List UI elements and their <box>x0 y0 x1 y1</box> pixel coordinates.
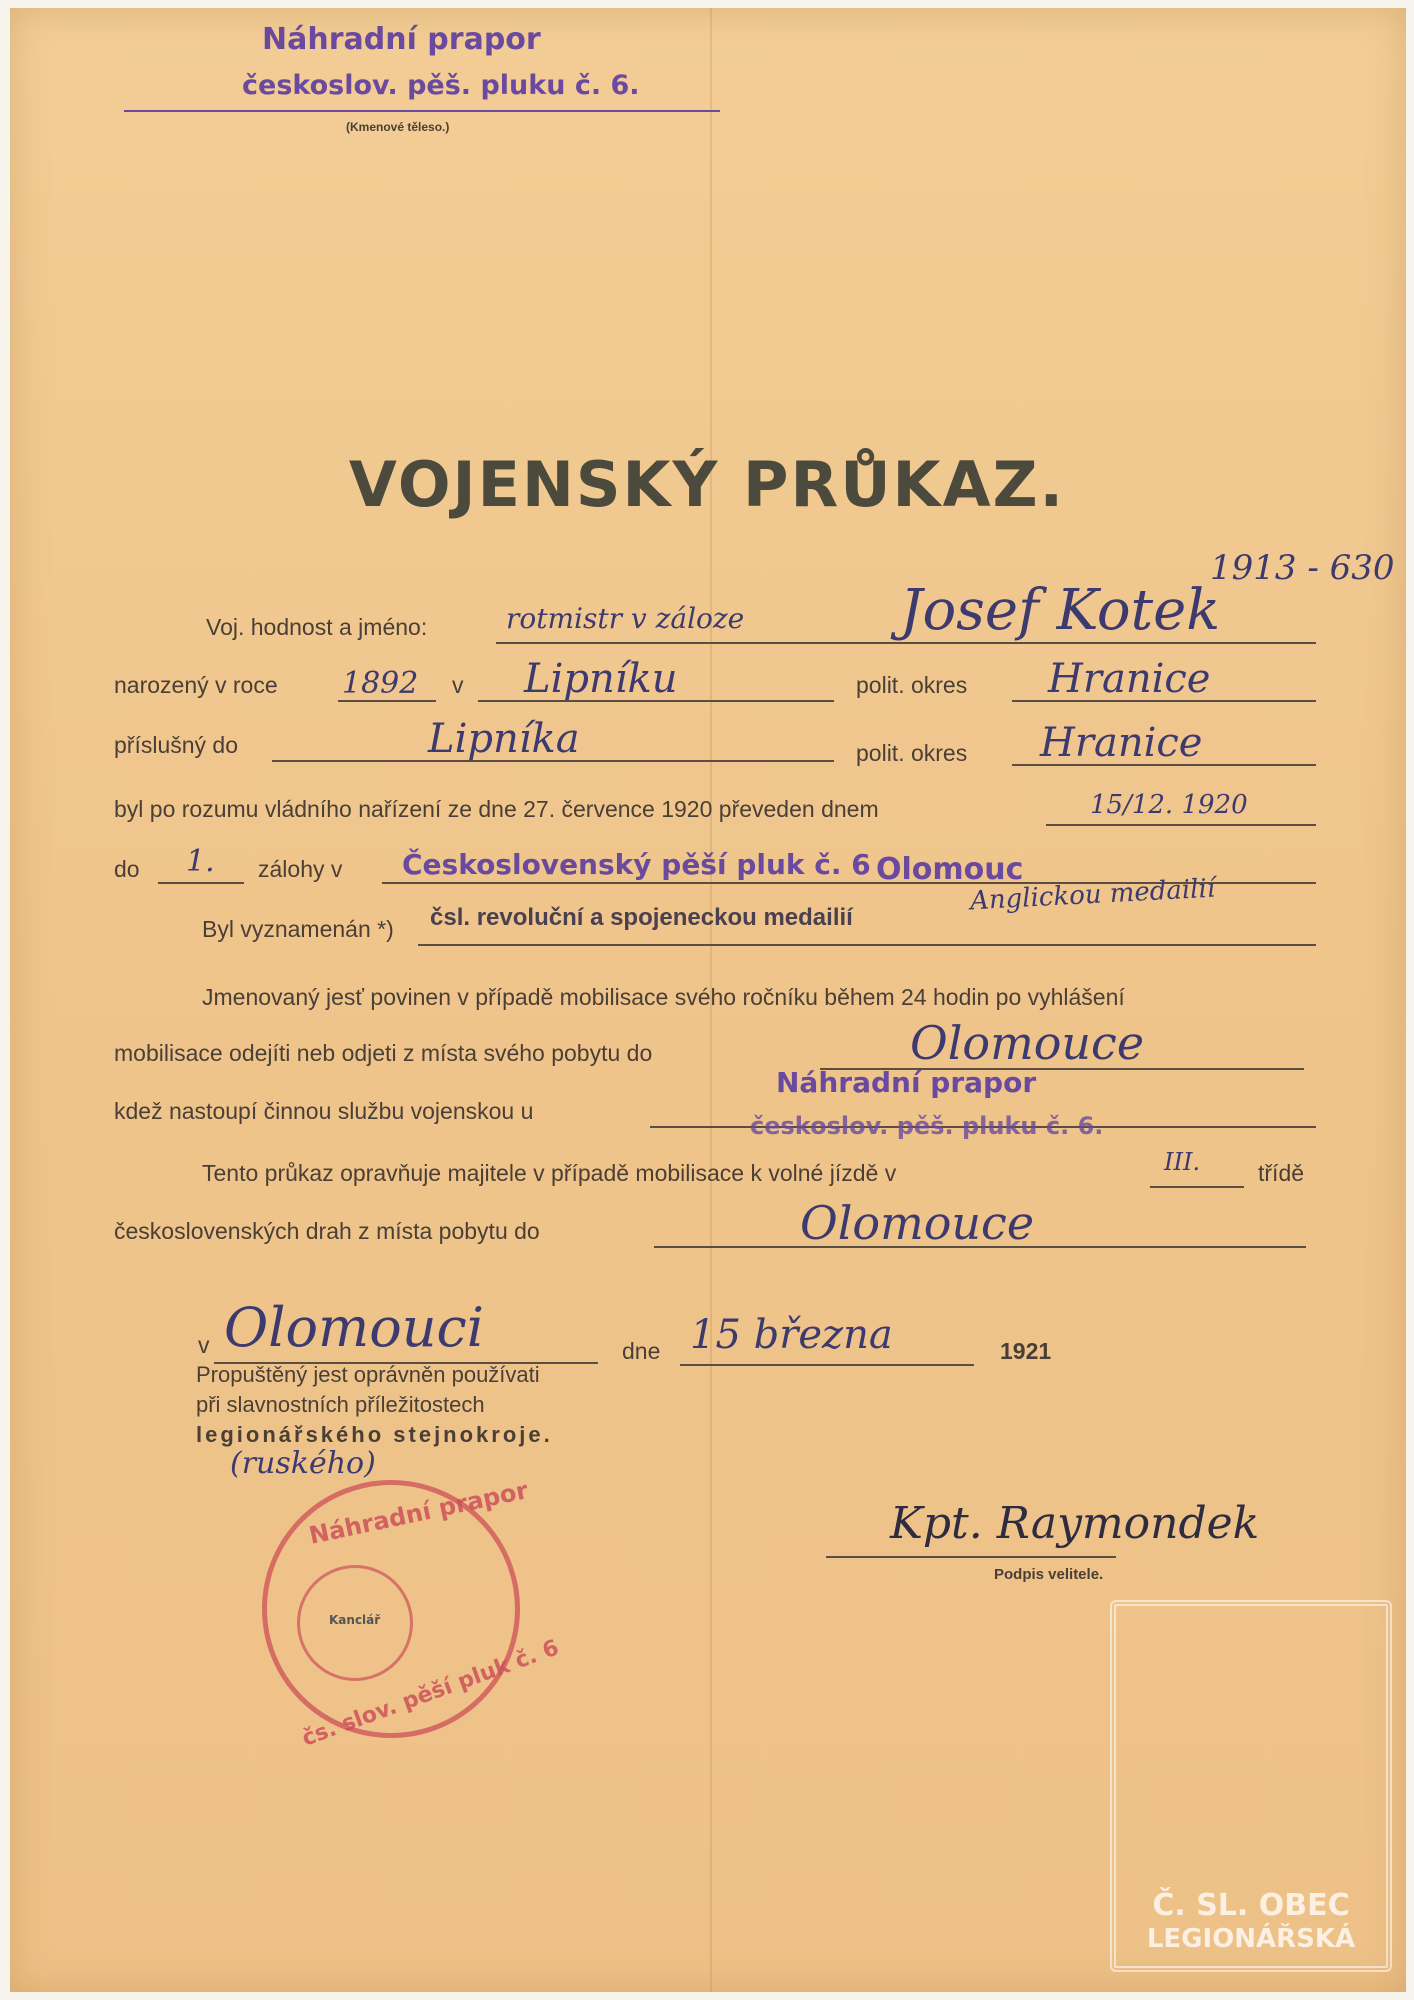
transfer-date-value: 15/12. 1920 <box>1090 790 1248 820</box>
travel-line1: Tento průkaz opravňuje majitele v případě mobilisace k volné jízdě v <box>202 1160 897 1186</box>
mobilisation-place-value: Olomouce <box>910 1016 1145 1070</box>
reserve-unit-stamp: Československý pěší pluk č. 6 <box>402 848 871 881</box>
uniform-stamp-line2: při slavnostních příležitostech <box>196 1392 485 1417</box>
born-year-value: 1892 <box>342 666 419 701</box>
reserve-city-stamp: Olomouc <box>876 852 1024 887</box>
mobilisation-line2: mobilisace odejíti neb odjeti z místa svého pobytu do <box>114 1040 653 1066</box>
reserve-number-line <box>158 882 244 884</box>
travel-class-line <box>1150 1186 1244 1188</box>
issued-date-value: 15 března <box>690 1312 893 1358</box>
travel-place-value: Olomouce <box>800 1196 1035 1250</box>
service-stamp-line2: českoslov. pěš. pluku č. 6. <box>750 1112 1104 1140</box>
header-stamp-rule <box>124 110 720 112</box>
born-in-label: v <box>452 672 464 698</box>
header-stamp-line2: českoslov. pěš. pluku č. 6. <box>242 70 640 101</box>
name-value: Josef Kotek <box>900 578 1221 643</box>
uniform-stamp-line1: Propuštěný jest oprávněn používati <box>196 1362 540 1387</box>
transfer-text: byl po rozumu vládního nařízení ze dne 27. července 1920 převeden dnem <box>114 796 879 822</box>
signature-line <box>826 1556 1116 1558</box>
uniform-stamp-handwritten: (ruského) <box>230 1446 376 1481</box>
award-handwritten: Anglickou medailií <box>969 873 1216 917</box>
born-district-value: Hranice <box>1048 656 1211 702</box>
issued-in-label: v <box>198 1332 210 1358</box>
belongs-district-value: Hranice <box>1040 720 1203 766</box>
born-district-label: polit. okres <box>856 672 968 698</box>
watermark-line1: Č. SL. OBEC <box>1152 1888 1350 1923</box>
service-stamp-line1: Náhradní prapor <box>776 1066 1037 1099</box>
belongs-district-label: polit. okres <box>856 740 968 766</box>
service-label: kdež nastoupí činnou službu vojenskou u <box>114 1098 534 1124</box>
signature-label: Podpis velitele. <box>994 1566 1104 1583</box>
award-label: Byl vyznamenán *) <box>202 916 394 942</box>
reference-number: 1913 - 630 <box>1210 548 1395 588</box>
reserve-number-value: 1. <box>186 844 215 879</box>
round-seal-stamp <box>262 1476 563 1752</box>
transfer-date-line <box>1046 824 1316 826</box>
travel-class-label: třídě <box>1258 1160 1305 1186</box>
issued-date-line <box>680 1364 974 1366</box>
belongs-place-value: Lipníka <box>428 716 580 762</box>
award-line <box>418 944 1316 946</box>
round-seal-top-text: Náhradní prapor <box>306 1476 531 1550</box>
travel-class-value: III. <box>1164 1148 1201 1176</box>
born-year-label: narozený v roce <box>114 672 278 698</box>
rank-name-label: Voj. hodnost a jméno: <box>206 614 428 640</box>
issued-date-label: dne <box>622 1338 661 1364</box>
reserve-prefix: do <box>114 856 140 882</box>
document-title: VOJENSKÝ PRŮKAZ. <box>348 448 1066 521</box>
watermark-line2: LEGIONÁŘSKÁ <box>1146 1924 1356 1954</box>
issued-year: 1921 <box>1000 1338 1052 1364</box>
mobilisation-line1: Jmenovaný jesť povinen v případě mobilisace svého ročníku během 24 hodin po vyhlášení <box>202 984 1125 1010</box>
round-seal-center-text: Kanclář <box>329 1613 381 1627</box>
reserve-label: zálohy v <box>258 856 343 882</box>
commander-signature: Kpt. Raymondek <box>890 1498 1260 1549</box>
award-stamp: čsl. revoluční a spojeneckou medailií <box>430 904 853 931</box>
belongs-label: příslušný do <box>114 732 239 758</box>
round-seal-bottom-text: čs. slov. pěší pluk č. 6 <box>298 1635 563 1752</box>
header-stamp-line3: (Kmenové těleso.) <box>346 120 450 134</box>
travel-line2: československých drah z místa pobytu do <box>114 1218 540 1244</box>
born-place-value: Lipníku <box>524 656 678 702</box>
issued-place-value: Olomouci <box>224 1296 485 1359</box>
uniform-stamp-line3: legionářského stejnokroje. <box>196 1422 553 1447</box>
header-stamp-line1: Náhradní prapor <box>262 22 541 57</box>
rank-value: rotmistr v záloze <box>506 602 745 635</box>
legion-watermark <box>1110 1600 1392 1972</box>
